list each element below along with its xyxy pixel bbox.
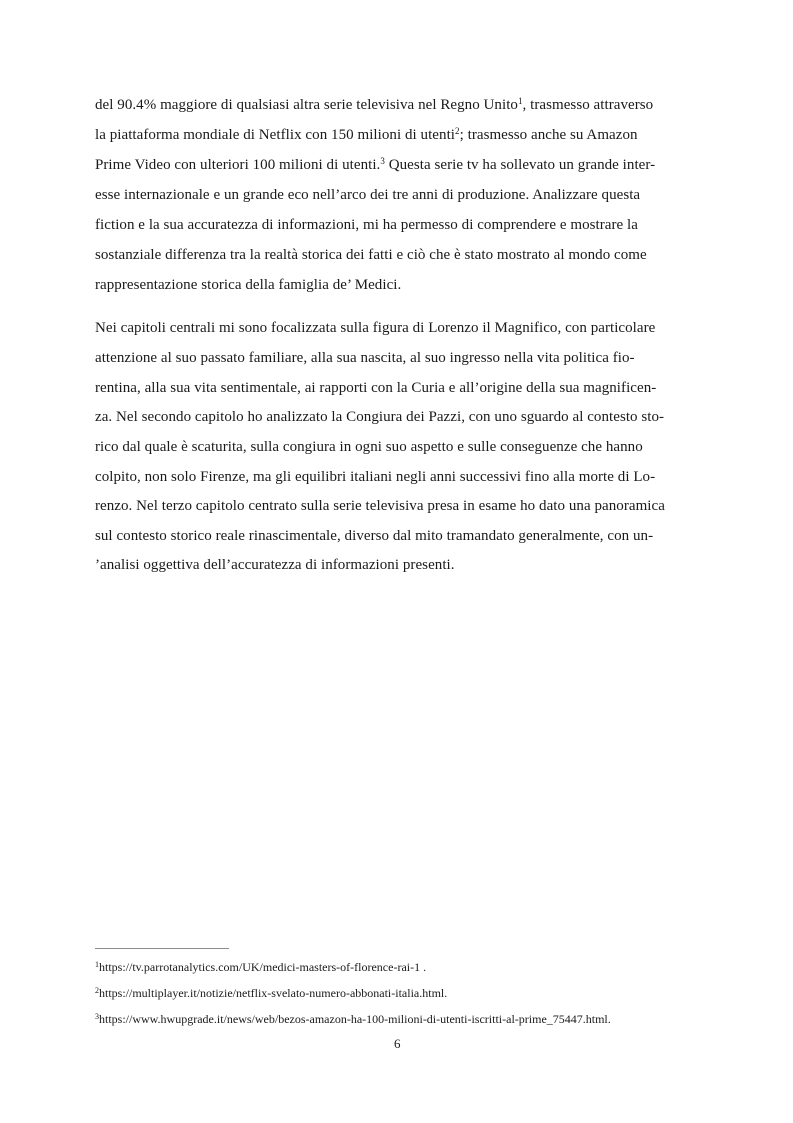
- paragraph-2-line-4: za. Nel secondo capitolo ho analizzato la Congiura dei Pazzi, con uno sguardo al contesto sto-: [95, 409, 665, 425]
- page-number: 6: [394, 1036, 401, 1051]
- footnote-separator: [95, 948, 229, 949]
- paragraph-1-line-2: [95, 126, 638, 144]
- text-segment: , trasmesso attraverso: [522, 97, 654, 113]
- paragraph-1-line-6: sostanziale differenza tra la realtà storica dei fatti e ciò che è stato mostrato al mondo come: [95, 247, 647, 263]
- paragraph-2-line-8: sul contesto storico reale rinascimentale, diverso dal mito tramandato generalmente, con un-: [95, 528, 654, 544]
- paragraph-2-line-2: attenzione al suo passato familiare, alla sua nascita, al suo ingresso nella vita politica fio-: [95, 350, 635, 366]
- footnote-link[interactable]: https://tv.parrotanalytics.com/UK/medici-masters-of-florence-rai-1 .: [99, 960, 427, 974]
- paragraph-1-line-4: esse internazionale e un grande eco nell’arco dei tre anni di produzione. Analizzare questa: [95, 187, 641, 203]
- footnote-ref-2[interactable]: 2: [455, 126, 460, 136]
- footnote-number: 2: [95, 986, 99, 995]
- footnote-number: 1: [95, 960, 99, 969]
- footnote-number: 3: [95, 1012, 99, 1021]
- paragraph-2-line-7: renzo. Nel terzo capitolo centrato sulla serie televisiva presa in esame ho dato una panoramica: [95, 498, 665, 514]
- text-segment: la piattaforma mondiale di Netflix con 150 milioni di utenti: [95, 127, 456, 143]
- paragraph-1-line-3: [95, 156, 655, 174]
- footnote-link[interactable]: https://www.hwupgrade.it/news/web/bezos-amazon-ha-100-milioni-di-utenti-iscritti-al-prime_75447.html.: [99, 1012, 611, 1026]
- text-segment: del 90.4% maggiore di qualsiasi altra serie televisiva nel Regno Unito: [95, 97, 518, 113]
- text-segment: Questa serie tv ha sollevato un grande inter-: [384, 157, 656, 173]
- paragraph-1-line-1: [95, 96, 653, 114]
- text-segment: ; trasmesso anche su Amazon: [459, 127, 638, 143]
- footnote-link[interactable]: https://multiplayer.it/notizie/netflix-svelato-numero-abbonati-italia.html.: [99, 986, 448, 1000]
- paragraph-1-line-5: fiction e la sua accuratezza di informazioni, mi ha permesso di comprendere e mostrare la: [95, 217, 638, 233]
- footnote-3: [95, 1012, 611, 1026]
- paragraph-2-line-6: colpito, non solo Firenze, ma gli equilibri italiani negli anni successivi fino alla morte di Lo-: [95, 469, 656, 485]
- paragraph-2-line-5: rico dal quale è scaturita, sulla congiura in ogni suo aspetto e sulle conseguenze che hanno: [95, 439, 643, 455]
- footnote-ref-1[interactable]: 1: [517, 96, 523, 106]
- text-segment: Prime Video con ulteriori 100 milioni di utenti.: [95, 157, 381, 173]
- paragraph-2-line-1: Nei capitoli centrali mi sono focalizzata sulla figura di Lorenzo il Magnifico, con particolare: [95, 320, 656, 336]
- paragraph-1-line-7: rappresentazione storica della famiglia de’ Medici.: [95, 277, 402, 293]
- footnote-2: [95, 986, 447, 1000]
- paragraph-2-line-9: ’analisi oggettiva dell’accuratezza di informazioni presenti.: [95, 557, 455, 573]
- footnote-ref-3[interactable]: 3: [380, 156, 385, 166]
- paragraph-2-line-3: rentina, alla sua vita sentimentale, ai rapporti con la Curia e all’origine della sua magnificen-: [95, 380, 657, 396]
- footnote-1: [95, 960, 426, 974]
